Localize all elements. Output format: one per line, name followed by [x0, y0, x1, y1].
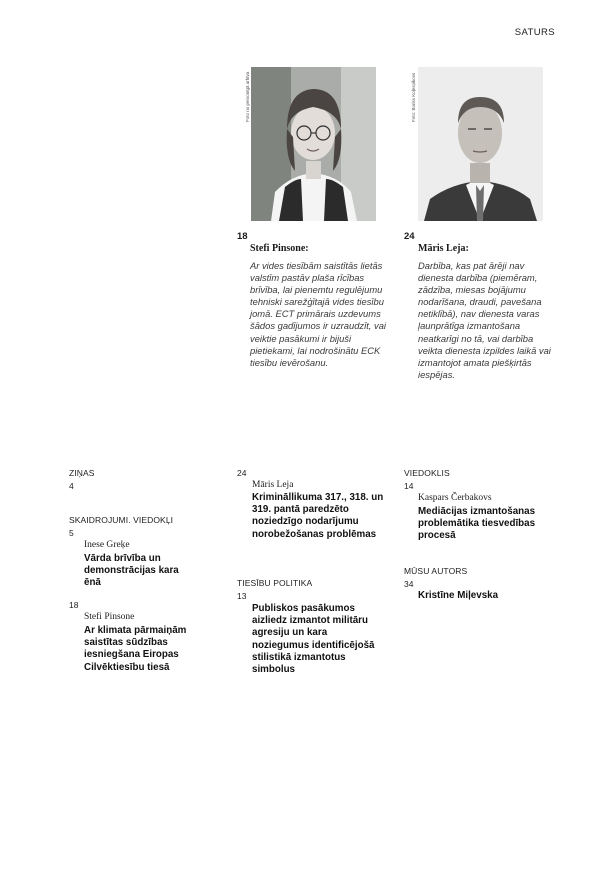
- toc-section-label: SKAIDROJUMI. VIEDOKĻI: [69, 515, 174, 525]
- toc-section-label: MŪSU AUTORS: [404, 566, 468, 576]
- toc-article-title[interactable]: Vārda brīvība un demonstrācijas kara ēnā: [84, 553, 179, 589]
- toc-page-number: 13: [237, 591, 247, 601]
- toc-page-number: 4: [69, 481, 74, 491]
- featured-quote: Darbība, kas pat ārēji nav dienesta darbība (piemēram, zādzība, miesas bojājumu nodarīšana, draudi, pavešana netiklībā), nav dienesta varas ļaunprātīga izmantošana neatkarīgi no tā, vai darbība veikta dienesta izpildes laikā vai izmantojot amata piešķirtās iespējas.: [418, 260, 551, 380]
- toc-article-title[interactable]: Kristīne Miļevska: [418, 590, 499, 601]
- toc-author: Inese Greķe: [84, 540, 130, 550]
- toc-article-title[interactable]: Ar klimata pārmaiņām saistītas sūdzības iesniegšana Eiropas Cilvēktiesību tiesā: [84, 625, 187, 673]
- toc-article-title[interactable]: Mediācijas izmantošanas problemātika tiesvedības procesā: [418, 506, 536, 542]
- toc-author: Māris Leja: [252, 480, 294, 490]
- featured-page-number: 18: [237, 231, 248, 242]
- portrait-photo-pinsone: [251, 67, 376, 221]
- toc-author: Kaspars Čerbakovs: [418, 493, 492, 503]
- toc-page-number: 18: [69, 600, 79, 610]
- toc-page-number: 34: [404, 579, 414, 589]
- photo-credit: Foto no personīgā arhīva: [245, 71, 250, 122]
- toc-article-title[interactable]: Krimināllikuma 317., 318. un 319. pantā paredzēto noziedzīgo nodarījumu norobežošanas problēmas: [252, 492, 384, 540]
- featured-author-name: Māris Leja:: [418, 243, 469, 254]
- section-header: SATURS: [514, 27, 555, 38]
- toc-section-label: VIEDOKLIS: [404, 468, 450, 478]
- toc-page-number: 5: [69, 528, 74, 538]
- toc-page-number: 14: [404, 481, 414, 491]
- featured-page-number: 24: [404, 231, 415, 242]
- toc-article-title[interactable]: Publiskos pasākumos aizliedz izmantot militāru agresiju un kara noziegumus identificējošā stilistikā izmantotus simbolus: [252, 603, 375, 676]
- featured-author-name: Stefi Pinsone:: [250, 243, 309, 254]
- toc-page-number: 24: [237, 468, 247, 478]
- featured-quote: Ar vides tiesībām saistītās lietās valstīm pastāv plaša rīcības brīvība, lai pienemtu regulējumu tehniski sarežģītajā vides tiesību jomā. ECT primārais uzdevums šādos gadījumos ir uzraudzīt, vai veiktie pasākumi ir bijuši pietiekami, lai nodrošinātu ECK tiesību ievērošanu.: [250, 260, 387, 368]
- photo-credit: Foto: Boriss Koļesņikovs: [411, 72, 416, 122]
- toc-section-label: ZIŅAS: [69, 468, 95, 478]
- toc-author: Stefi Pinsone: [84, 612, 135, 622]
- toc-section-label: TIESĪBU POLITIKA: [237, 578, 313, 588]
- portrait-photo-leja: [418, 67, 543, 221]
